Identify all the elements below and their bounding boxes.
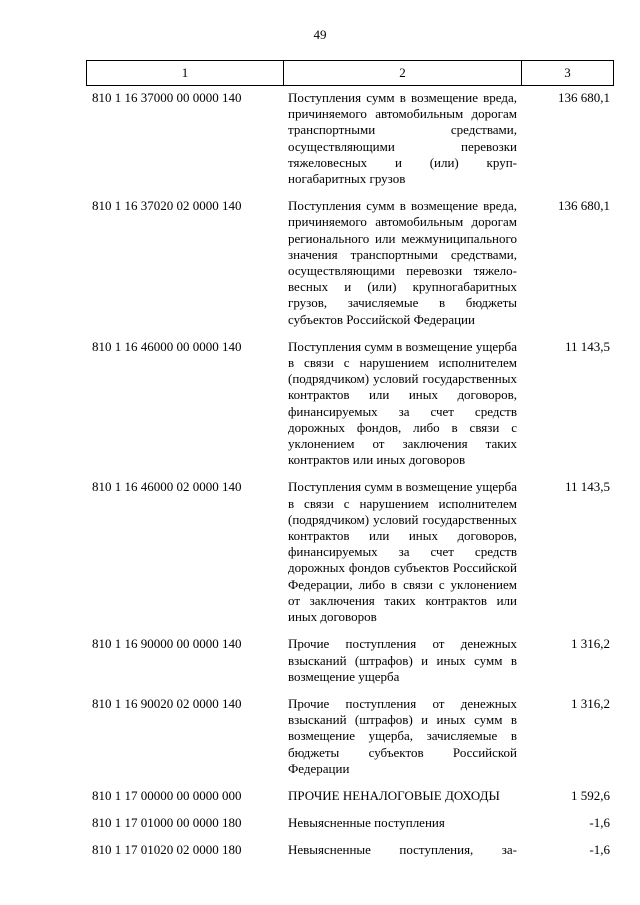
amount: -1,6 (589, 842, 610, 858)
header-col-3: 3 (522, 61, 614, 86)
budget-code: 810 1 16 46000 00 0000 140 (92, 338, 242, 354)
header-col-2: 2 (284, 61, 522, 86)
amount: 1 592,6 (571, 787, 610, 803)
budget-code: 810 1 16 46000 02 0000 140 (92, 479, 242, 495)
table-row (92, 198, 612, 328)
header-row (87, 61, 614, 86)
revenue-description: ПРОЧИЕ НЕНАЛОГОВЫЕ ДОХОДЫ (288, 787, 500, 803)
budget-code: 810 1 16 37000 00 0000 140 (92, 90, 242, 105)
table-row (92, 842, 612, 858)
revenue-description: Поступления сумм в возмещение ущерба в связи с нарушением исполнителем (подрядчиком) условий государственных контрактов или иных договоров, финансируемых за счет средств дорожных фондов субъектов Российской Федерации, либо в связи с уклонением от заключения таких контрактов или иных договоров (288, 479, 517, 625)
budget-code: 810 1 16 90020 02 0000 140 (92, 695, 242, 711)
amount: 11 143,5 (564, 479, 610, 495)
table-row (92, 815, 612, 831)
amount: 1 316,2 (571, 695, 610, 711)
amount: 1 316,2 (571, 636, 610, 652)
amount: -1,6 (589, 815, 610, 831)
budget-code: 810 1 17 00000 00 0000 000 (92, 787, 242, 803)
revenue-description: Невыясненные поступления (288, 815, 445, 831)
header-col-1: 1 (87, 61, 284, 86)
revenue-description: Поступления сумм в возмещение ущерба в связи с нарушением исполнителем (подрядчиком) условий государственных контрактов или иных договоров, финансируемых за счет средств дорожных фондов, либо в связи с уклонением от заключения таких контрактов или иных договоров (288, 338, 517, 468)
column-header-table (86, 60, 614, 86)
revenue-description: Прочие поступления от денежных взысканий (штрафов) и иных сумм в возмещение ущерба (288, 636, 517, 684)
table-row (92, 696, 612, 777)
page-number: 49 (313, 27, 327, 42)
budget-code: 810 1 17 01000 00 0000 180 (92, 815, 242, 831)
budget-rows (92, 90, 612, 870)
table-row (92, 788, 612, 804)
revenue-description: Поступления сумм в возмещение вреда, причиняемого автомобильным дорогам транспортными средствами, осуществляющими перевозки тяжеловесных и (или) крупногабаритных грузов (288, 90, 517, 187)
table-row (92, 479, 612, 625)
revenue-description: Прочие поступления от денежных взысканий (штрафов) и иных сумм в возмещение ущерба, зачисляемые в бюджеты субъектов Российской Федерации (288, 695, 517, 776)
amount: 11 143,5 (564, 338, 610, 354)
table-row (92, 90, 612, 187)
budget-code: 810 1 17 01020 02 0000 180 (92, 842, 242, 858)
budget-code: 810 1 16 90000 00 0000 140 (92, 636, 242, 652)
amount: 136 680,1 (558, 90, 610, 105)
revenue-description: Невыясненные поступления, за- (288, 842, 517, 858)
budget-code: 810 1 16 37020 02 0000 140 (92, 198, 242, 214)
table-row (92, 339, 612, 469)
table-row (92, 636, 612, 685)
revenue-description: Поступления сумм в возмещение вреда, причиняемого автомобильным дорогам регионального или межмуниципального значения транспортными средствами, осуществляющими перевозки тяжеловесных и (или) крупногабаритных грузов, зачисляемые в бюджеты субъектов Российской Федерации (288, 198, 517, 327)
amount: 136 680,1 (558, 198, 610, 214)
